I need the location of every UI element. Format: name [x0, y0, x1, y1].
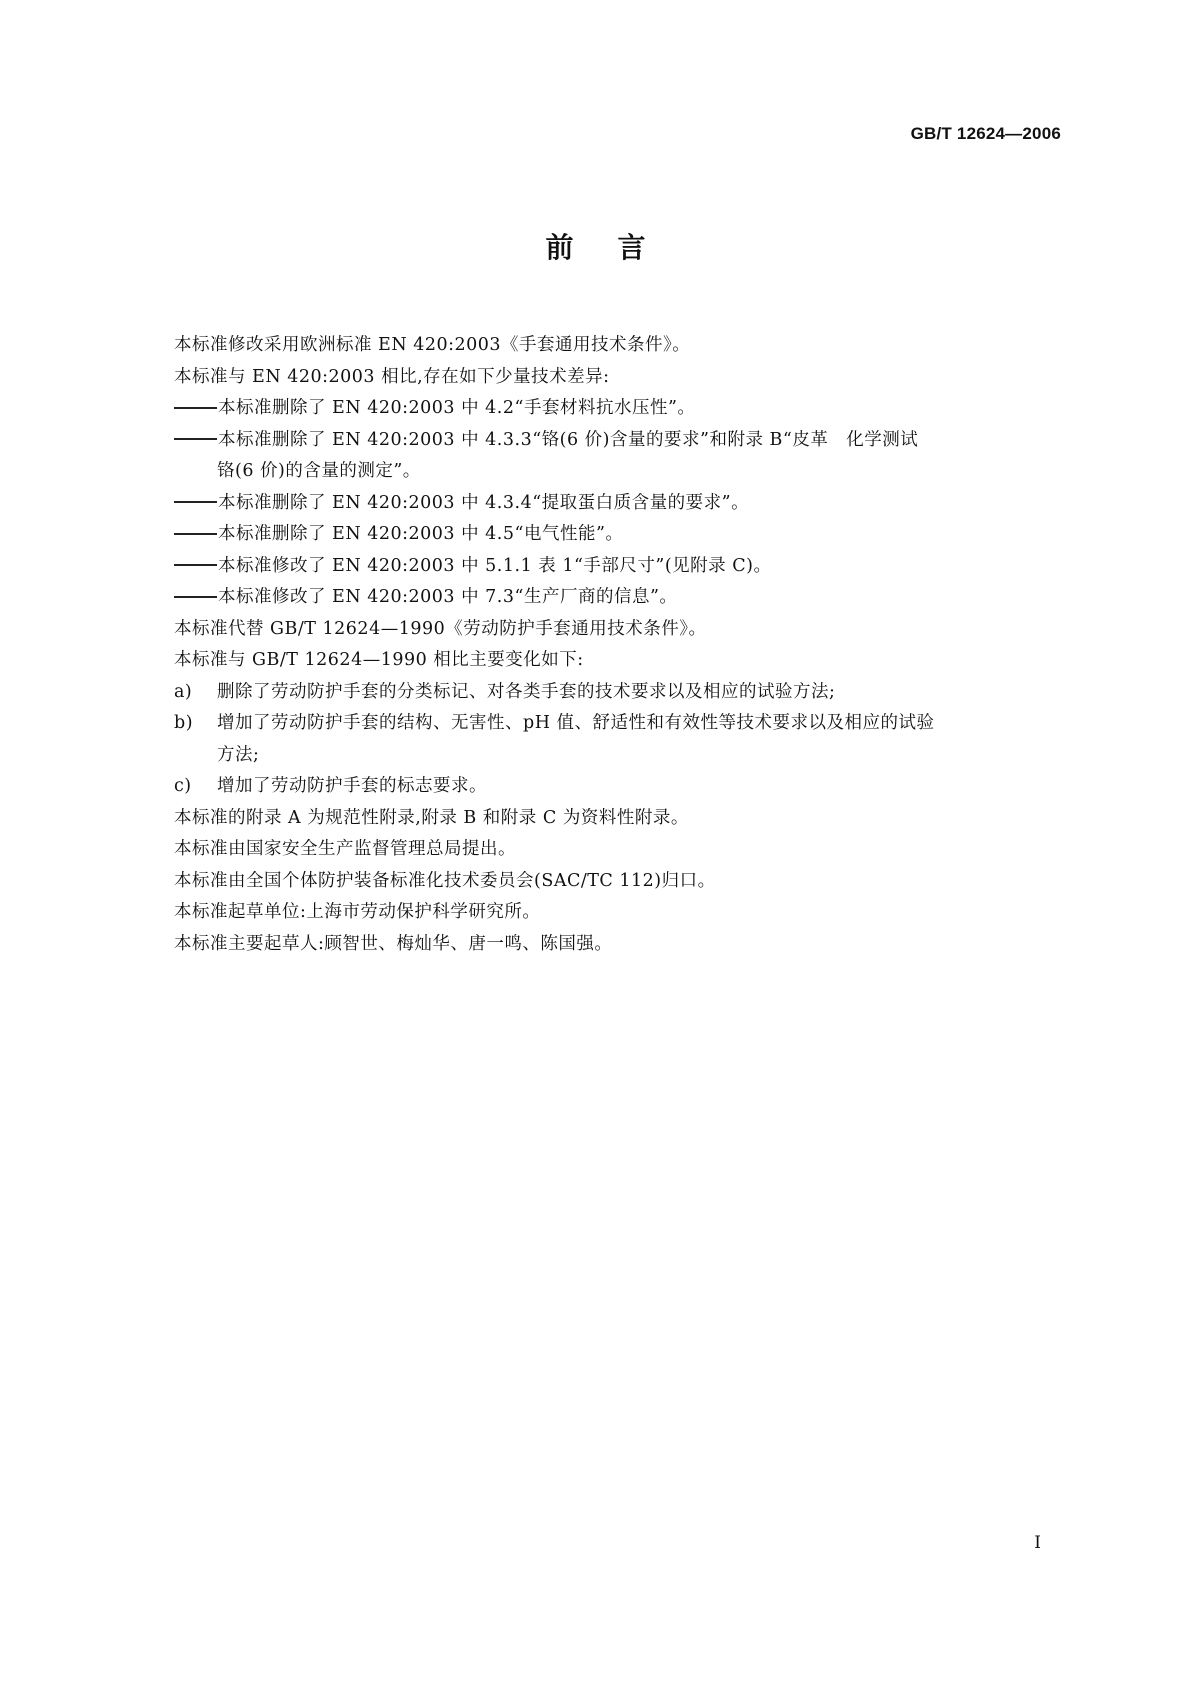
em-dash-mark: [174, 407, 217, 409]
dash-item-text: 本标准删除了 EN 420:2003 中 4.3.3“铬(6 价)含量的要求”和附录 B“皮革 化学测试: [218, 429, 919, 450]
list-marker: c): [174, 776, 192, 796]
list-item-c: [174, 771, 1054, 803]
standard-code: GB/T 12624—2006: [910, 124, 1061, 143]
list-item-a: [174, 677, 1054, 709]
dash-item-text: 本标准修改了 EN 420:2003 中 7.3“生产厂商的信息”。: [218, 587, 678, 607]
dash-item: [174, 582, 1054, 614]
dash-item-text: 本标准修改了 EN 420:2003 中 5.1.1 表 1“手部尺寸”(见附录 C)。: [218, 555, 772, 576]
em-dash-mark: [174, 533, 217, 535]
list-marker: b): [174, 713, 194, 733]
paragraph-line: 本标准由全国个体防护装备标准化技术委员会(SAC/TC 112)归口。: [174, 870, 716, 891]
paragraph-line: 本标准与 GB/T 12624—1990 相比主要变化如下:: [174, 650, 584, 670]
foreword-body: [174, 330, 1054, 960]
list-marker: a): [174, 681, 193, 702]
paragraph-line: 本标准代替 GB/T 12624—1990《劳动防护手套通用技术条件》。: [174, 618, 707, 639]
dash-item: [174, 488, 1054, 520]
dash-item: [174, 551, 1054, 583]
page-title: 前言: [545, 231, 690, 264]
em-dash-mark: [174, 564, 217, 566]
dash-item: [174, 393, 1054, 425]
page-number: I: [1034, 1533, 1041, 1553]
list-item-text: 增加了劳动防护手套的标志要求。: [217, 776, 487, 796]
em-dash-mark: [174, 438, 217, 440]
dash-item: [174, 425, 1054, 457]
dash-item-continuation: 铬(6 价)的含量的测定”。: [217, 461, 421, 481]
list-item-text: 删除了劳动防护手套的分类标记、对各类手套的技术要求以及相应的试验方法;: [217, 681, 836, 702]
em-dash-mark: [174, 596, 217, 598]
paragraph-line: 本标准主要起草人:顾智世、梅灿华、唐一鸣、陈国强。: [174, 933, 613, 954]
paragraph-line: 本标准的附录 A 为规范性附录,附录 B 和附录 C 为资料性附录。: [174, 807, 689, 828]
paragraph-line: 本标准由国家安全生产监督管理总局提出。: [174, 839, 516, 859]
dash-item-text: 本标准删除了 EN 420:2003 中 4.5“电气性能”。: [218, 524, 624, 544]
em-dash-mark: [174, 501, 217, 503]
dash-item: [174, 519, 1054, 551]
paragraph-line: 本标准起草单位:上海市劳动保护科学研究所。: [174, 902, 541, 922]
list-item-continuation: 方法;: [217, 744, 260, 765]
paragraph-line: 本标准修改采用欧洲标准 EN 420:2003《手套通用技术条件》。: [174, 335, 691, 355]
list-item-b: [174, 708, 1054, 740]
dash-item-text: 本标准删除了 EN 420:2003 中 4.2“手套材料抗水压性”。: [218, 398, 696, 418]
list-item-text: 增加了劳动防护手套的结构、无害性、pH 值、舒适性和有效性等技术要求以及相应的试验: [217, 713, 935, 733]
dash-item-text: 本标准删除了 EN 420:2003 中 4.3.4“提取蛋白质含量的要求”。: [218, 492, 750, 513]
paragraph-line: 本标准与 EN 420:2003 相比,存在如下少量技术差异:: [174, 366, 610, 387]
